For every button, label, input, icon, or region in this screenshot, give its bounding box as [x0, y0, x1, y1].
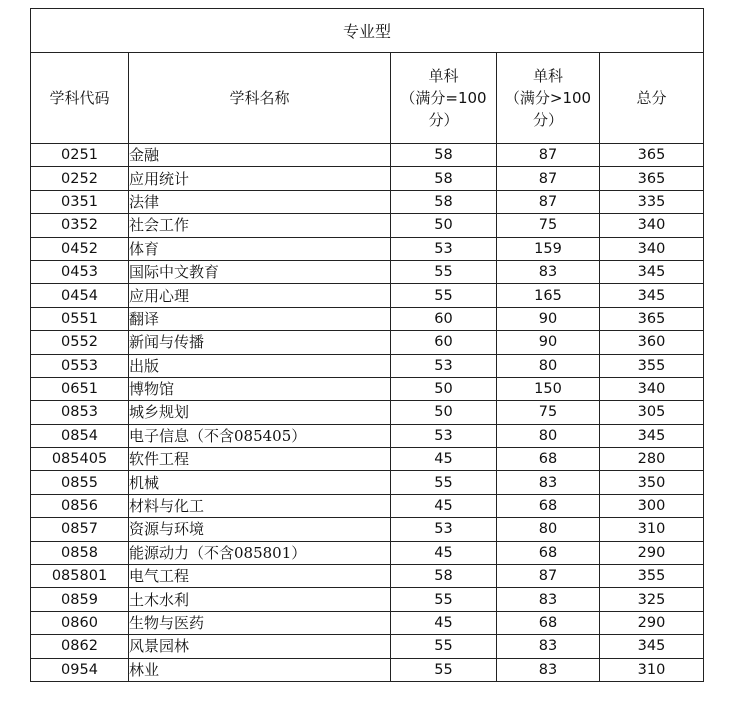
cell-name: 社会工作 [129, 214, 391, 237]
cell-single-100: 55 [391, 658, 497, 681]
cell-single-gt100: 87 [497, 565, 600, 588]
cell-code: 0552 [31, 331, 129, 354]
cell-code: 0551 [31, 307, 129, 330]
table-row [31, 518, 704, 541]
cell-single-gt100: 90 [497, 331, 600, 354]
cell-name: 机械 [129, 471, 391, 494]
cell-name: 材料与化工 [129, 494, 391, 517]
cell-single-gt100: 83 [497, 658, 600, 681]
cell-single-gt100: 68 [497, 448, 600, 471]
cell-code: 0854 [31, 424, 129, 447]
cell-total: 310 [600, 658, 704, 681]
cell-total: 310 [600, 518, 704, 541]
cell-name: 法律 [129, 190, 391, 213]
cell-code: 0954 [31, 658, 129, 681]
cell-name: 能源动力（不含085801） [129, 541, 391, 564]
cell-total: 345 [600, 424, 704, 447]
cell-single-100: 50 [391, 377, 497, 400]
table-row [31, 494, 704, 517]
cell-single-100: 53 [391, 424, 497, 447]
cell-total: 350 [600, 471, 704, 494]
cell-total: 280 [600, 448, 704, 471]
cell-single-gt100: 68 [497, 611, 600, 634]
cell-name: 生物与医药 [129, 611, 391, 634]
header-single-100-label: 单科 （满分=100 分） [400, 67, 487, 129]
cell-name: 资源与环境 [129, 518, 391, 541]
cell-single-100: 55 [391, 260, 497, 283]
cell-code: 0853 [31, 401, 129, 424]
table-row [31, 635, 704, 658]
cell-total: 300 [600, 494, 704, 517]
cell-name: 出版 [129, 354, 391, 377]
table-row [31, 214, 704, 237]
cell-single-gt100: 80 [497, 354, 600, 377]
cell-single-gt100: 83 [497, 471, 600, 494]
table-row [31, 588, 704, 611]
cell-total: 340 [600, 377, 704, 400]
cell-code: 0352 [31, 214, 129, 237]
table-title: 专业型 [31, 9, 704, 53]
cell-single-100: 53 [391, 518, 497, 541]
cell-name: 城乡规划 [129, 401, 391, 424]
cell-name: 新闻与传播 [129, 331, 391, 354]
cell-total: 340 [600, 237, 704, 260]
cell-name: 国际中文教育 [129, 260, 391, 283]
cell-code: 0858 [31, 541, 129, 564]
cell-single-100: 60 [391, 331, 497, 354]
cell-code: 0454 [31, 284, 129, 307]
cell-code: 0862 [31, 635, 129, 658]
cell-name: 电气工程 [129, 565, 391, 588]
cell-single-100: 45 [391, 611, 497, 634]
cell-code: 085405 [31, 448, 129, 471]
cell-single-100: 53 [391, 237, 497, 260]
table-row [31, 190, 704, 213]
cell-total: 355 [600, 354, 704, 377]
cell-code: 0251 [31, 144, 129, 167]
cell-code: 0860 [31, 611, 129, 634]
cell-name: 风景园林 [129, 635, 391, 658]
cell-single-100: 53 [391, 354, 497, 377]
cell-single-100: 58 [391, 565, 497, 588]
cell-total: 365 [600, 144, 704, 167]
cell-total: 345 [600, 284, 704, 307]
cell-total: 365 [600, 307, 704, 330]
table-row [31, 658, 704, 681]
cell-single-100: 60 [391, 307, 497, 330]
cell-single-100: 58 [391, 144, 497, 167]
header-single-gt100-label: 单科 （满分>100 分） [504, 67, 592, 129]
cell-name: 土木水利 [129, 588, 391, 611]
cell-code: 0859 [31, 588, 129, 611]
table-row [31, 611, 704, 634]
cell-total: 345 [600, 635, 704, 658]
table-row [31, 260, 704, 283]
table-row [31, 541, 704, 564]
cell-total: 290 [600, 611, 704, 634]
cell-total: 360 [600, 331, 704, 354]
table-row [31, 471, 704, 494]
cell-single-gt100: 68 [497, 541, 600, 564]
cell-total: 305 [600, 401, 704, 424]
cell-code: 0857 [31, 518, 129, 541]
cell-name: 软件工程 [129, 448, 391, 471]
cell-single-gt100: 159 [497, 237, 600, 260]
cell-single-gt100: 150 [497, 377, 600, 400]
cell-code: 085801 [31, 565, 129, 588]
score-table [30, 8, 704, 682]
cell-code: 0453 [31, 260, 129, 283]
cell-name: 林业 [129, 658, 391, 681]
cell-single-gt100: 75 [497, 401, 600, 424]
cell-single-gt100: 87 [497, 167, 600, 190]
cell-single-gt100: 87 [497, 190, 600, 213]
table-title-row [31, 9, 704, 53]
table-row [31, 354, 704, 377]
cell-single-gt100: 68 [497, 494, 600, 517]
cell-name: 应用心理 [129, 284, 391, 307]
header-code: 学科代码 [31, 53, 129, 144]
cell-single-gt100: 83 [497, 588, 600, 611]
header-total: 总分 [600, 53, 704, 144]
cell-code: 0856 [31, 494, 129, 517]
cell-code: 0252 [31, 167, 129, 190]
cell-name: 体育 [129, 237, 391, 260]
cell-single-gt100: 165 [497, 284, 600, 307]
cell-single-gt100: 75 [497, 214, 600, 237]
table-row [31, 167, 704, 190]
header-single-gt100 [497, 53, 600, 144]
table-header-row [31, 53, 704, 144]
cell-code: 0351 [31, 190, 129, 213]
table-row [31, 307, 704, 330]
cell-total: 325 [600, 588, 704, 611]
cell-name: 金融 [129, 144, 391, 167]
cell-single-100: 58 [391, 190, 497, 213]
cell-single-gt100: 83 [497, 635, 600, 658]
cell-single-100: 50 [391, 401, 497, 424]
cell-name: 电子信息（不含085405） [129, 424, 391, 447]
table-row [31, 565, 704, 588]
table-row [31, 237, 704, 260]
cell-single-100: 55 [391, 635, 497, 658]
cell-code: 0452 [31, 237, 129, 260]
cell-code: 0651 [31, 377, 129, 400]
cell-total: 340 [600, 214, 704, 237]
table-row [31, 284, 704, 307]
cell-single-100: 45 [391, 541, 497, 564]
cell-single-gt100: 80 [497, 518, 600, 541]
cell-code: 0855 [31, 471, 129, 494]
cell-single-gt100: 90 [497, 307, 600, 330]
cell-single-100: 45 [391, 448, 497, 471]
cell-single-100: 55 [391, 284, 497, 307]
cell-single-100: 55 [391, 588, 497, 611]
cell-single-100: 58 [391, 167, 497, 190]
table-row [31, 331, 704, 354]
header-single-100 [391, 53, 497, 144]
cell-name: 翻译 [129, 307, 391, 330]
cell-total: 355 [600, 565, 704, 588]
cell-single-gt100: 80 [497, 424, 600, 447]
table-row [31, 448, 704, 471]
cell-total: 365 [600, 167, 704, 190]
cell-single-gt100: 87 [497, 144, 600, 167]
cell-single-100: 45 [391, 494, 497, 517]
cell-single-gt100: 83 [497, 260, 600, 283]
table-row [31, 424, 704, 447]
cell-total: 290 [600, 541, 704, 564]
table-row [31, 377, 704, 400]
cell-name: 博物馆 [129, 377, 391, 400]
cell-code: 0553 [31, 354, 129, 377]
cell-total: 335 [600, 190, 704, 213]
cell-total: 345 [600, 260, 704, 283]
table-row [31, 144, 704, 167]
cell-name: 应用统计 [129, 167, 391, 190]
cell-single-100: 50 [391, 214, 497, 237]
cell-single-100: 55 [391, 471, 497, 494]
table-row [31, 401, 704, 424]
header-name: 学科名称 [129, 53, 391, 144]
